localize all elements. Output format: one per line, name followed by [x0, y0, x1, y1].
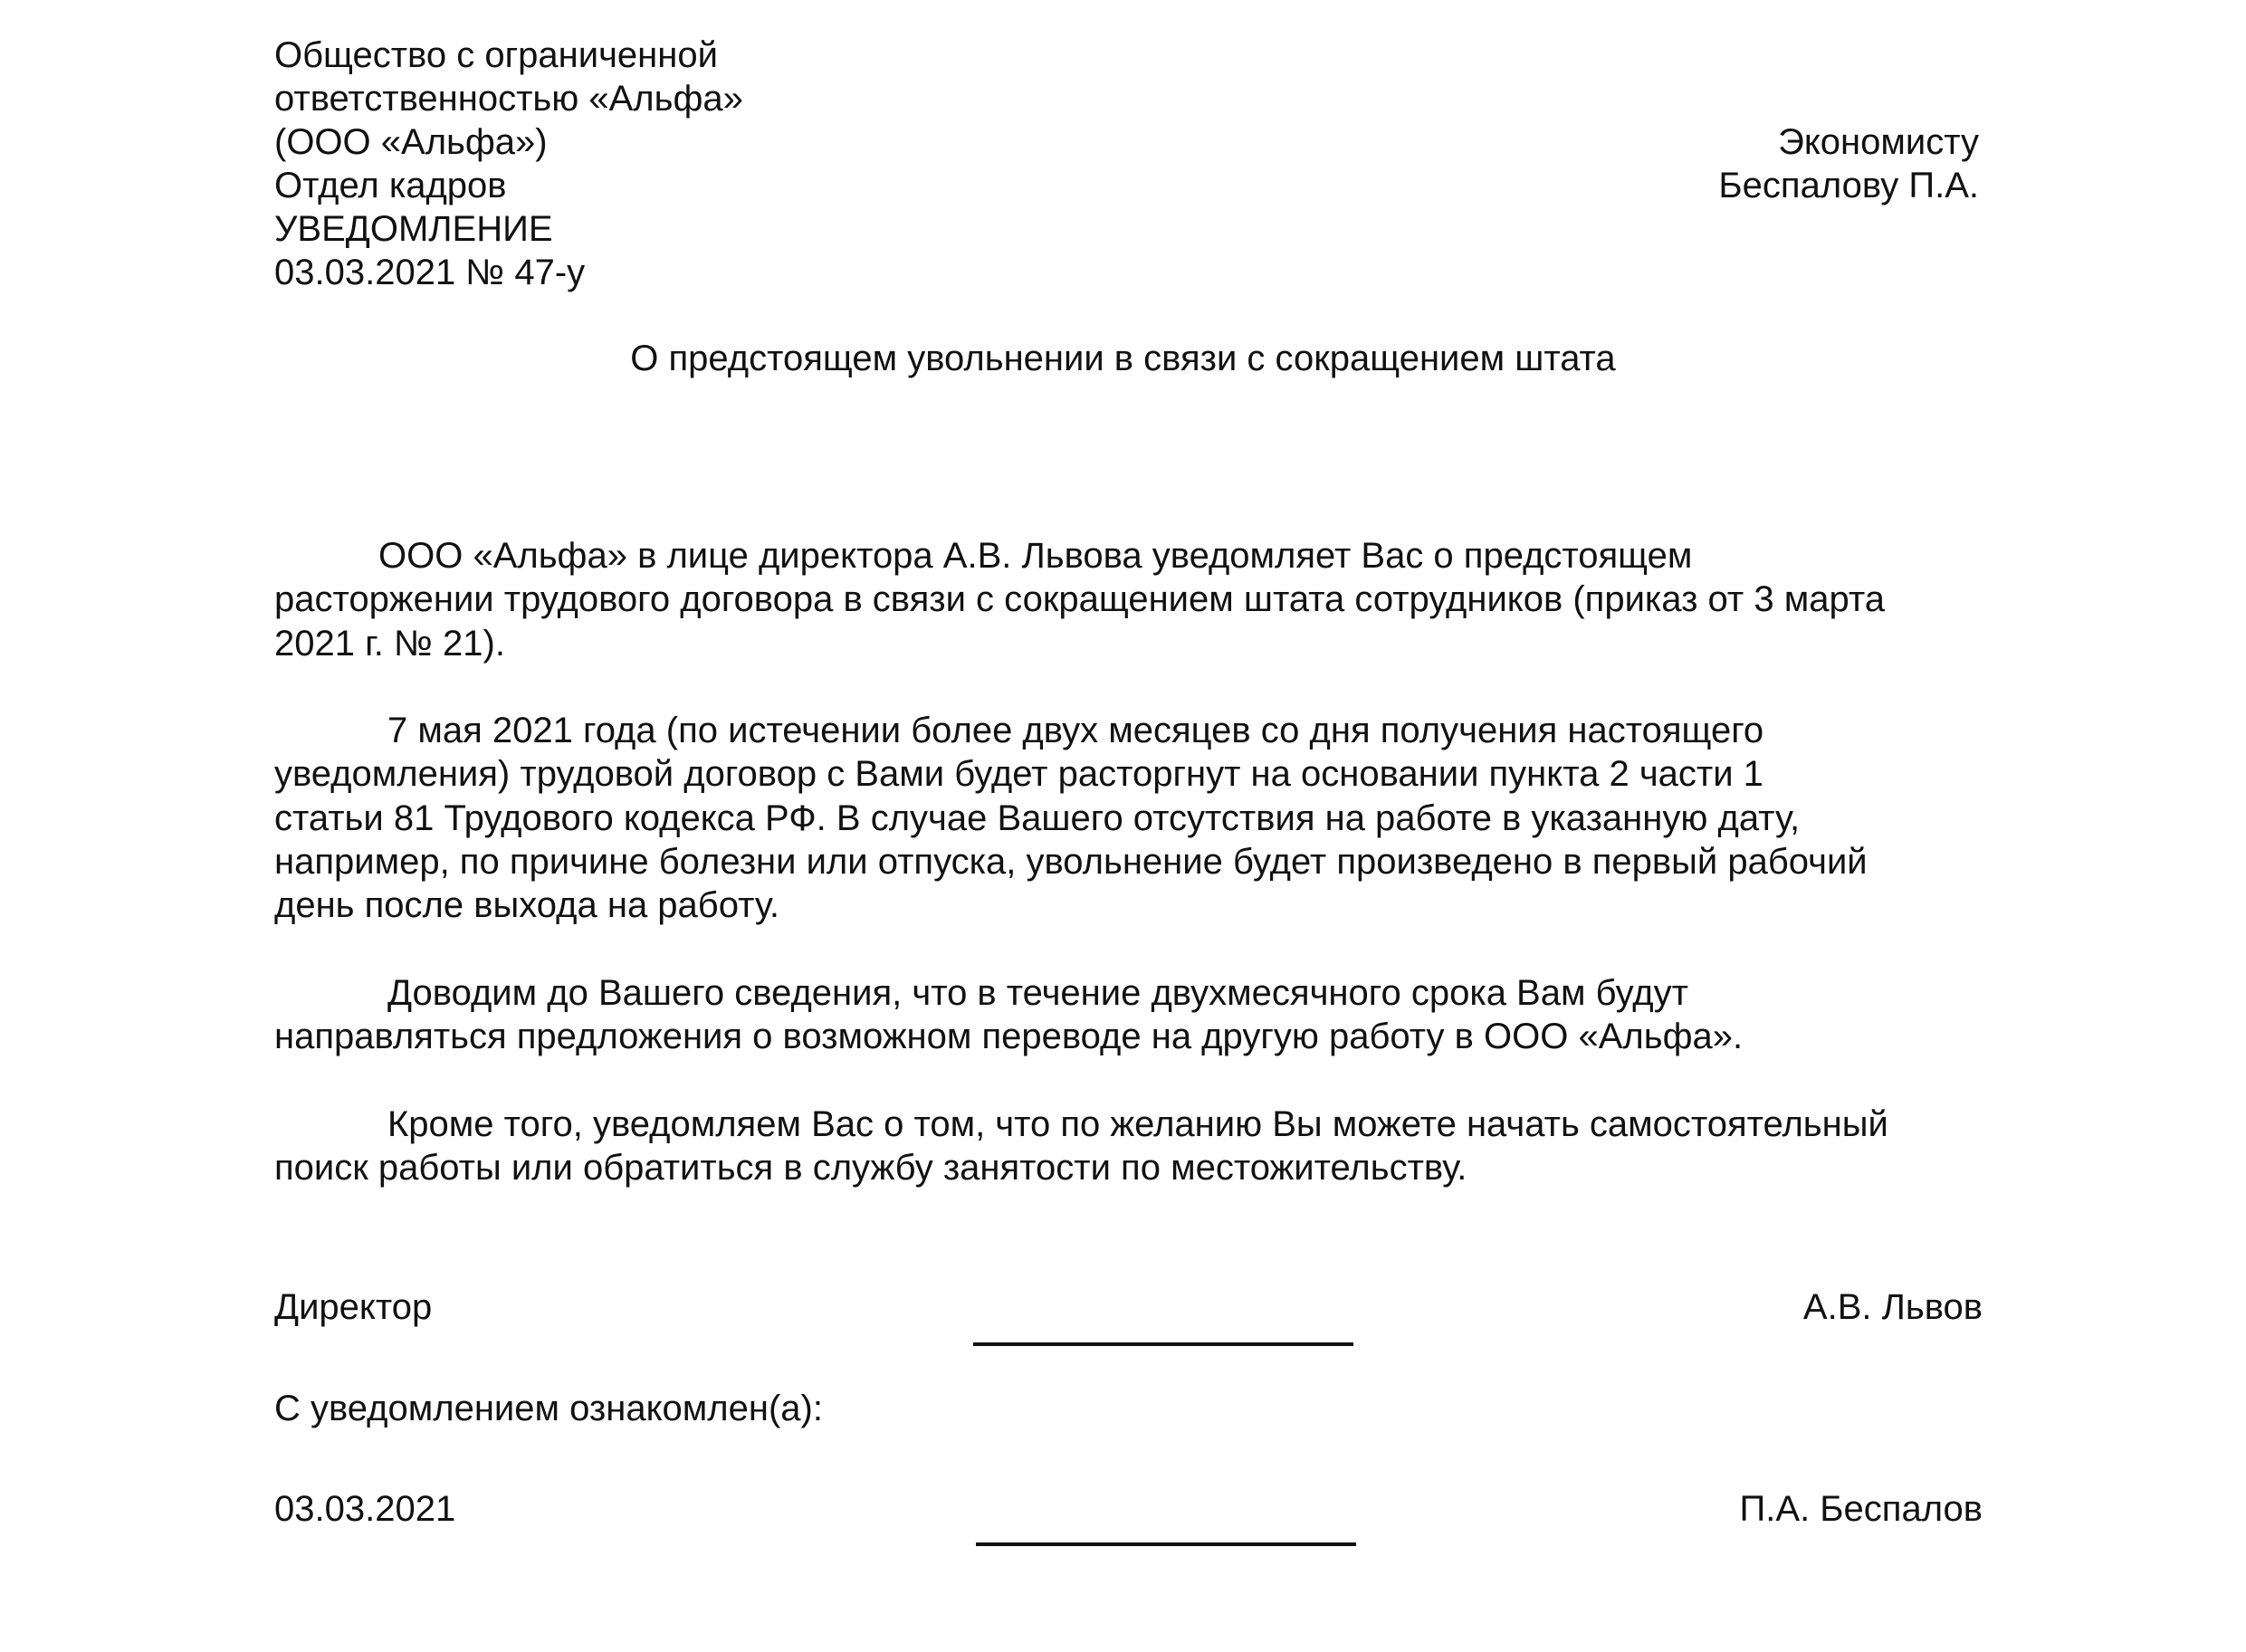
director-name: А.В. Львов: [1802, 1287, 1983, 1327]
org-name-line-1: Общество с ограниченной: [274, 35, 718, 75]
body-paragraph-1: [274, 534, 1994, 665]
org-short-name: (ООО «Альфа»): [274, 122, 548, 162]
paragraph-line: поиск работы или обратиться в службу занятости по местожительству.: [274, 1148, 1467, 1189]
acknowledgement-date: 03.03.2021: [274, 1489, 456, 1529]
director-label: Директор: [274, 1287, 433, 1327]
paragraph-line: статьи 81 Трудового кодекса РФ. В случае Вашего отсутствия на работе в указанную дату,: [274, 797, 1801, 838]
paragraph-line: Кроме того, уведомляем Вас о том, что по желанию Вы можете начать самостоятельный: [387, 1104, 1888, 1144]
body-paragraph-4: [274, 1103, 1994, 1190]
employee-signature-line: [976, 1542, 1356, 1546]
paragraph-line: направляться предложения о возможном переводе на другую работу в ООО «Альфа».: [274, 1017, 1744, 1057]
addressee-block: [1718, 120, 1979, 207]
paragraph-line: уведомления) трудовой договор с Вами будет расторгнут на основании пункта 2 части 1: [274, 754, 1763, 795]
director-signature-line: [973, 1342, 1353, 1346]
addressee-name: Беспалову П.А.: [1718, 166, 1979, 205]
acknowledgement-label: С уведомлением ознакомлен(а):: [274, 1389, 823, 1428]
department-name: Отдел кадров: [274, 166, 507, 205]
paragraph-line: 7 мая 2021 года (по истечении более двух месяцев со дня получения настоящего: [387, 711, 1764, 750]
paragraph-line: день после выхода на работу.: [274, 885, 779, 926]
document-subject: О предстоящем увольнении в связи с сокращением штата: [630, 339, 1616, 378]
document-date-number: 03.03.2021 № 47-у: [274, 253, 586, 292]
org-name-line-2: ответственностью «Альфа»: [274, 79, 743, 119]
paragraph-line: 2021 г. № 21).: [274, 623, 505, 664]
paragraph-line: расторжении трудового договора в связи с сокращением штата сотрудников (приказ от 3 марта: [274, 579, 1885, 620]
body-paragraph-2: [274, 709, 1994, 927]
paragraph-line: Доводим до Вашего сведения, что в течение двухмесячного срока Вам будут: [387, 973, 1688, 1013]
document-type: УВЕДОМЛЕНИЕ: [274, 209, 553, 249]
addressee-position: Экономисту: [1778, 122, 1979, 162]
paragraph-line: ООО «Альфа» в лице директора А.В. Львова уведомляет Вас о предстоящем: [378, 536, 1693, 576]
body-paragraph-3: [274, 971, 1994, 1059]
organization-header: [274, 33, 743, 294]
employee-name: П.А. Беспалов: [1739, 1489, 1983, 1529]
paragraph-line: например, по причине болезни или отпуска, увольнение будет произведено в первый рабочий: [274, 841, 1868, 882]
